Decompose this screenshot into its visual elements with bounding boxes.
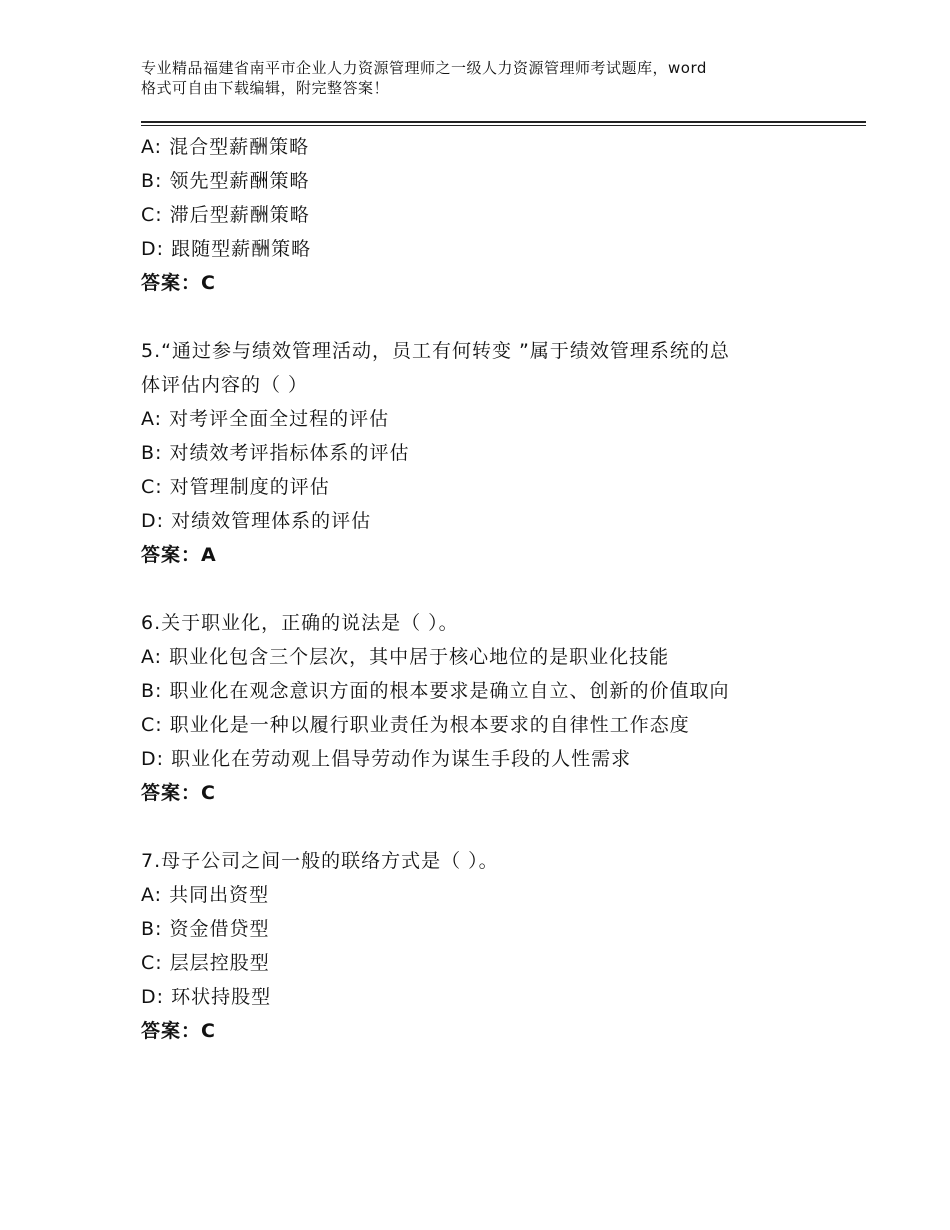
question-5 [141, 334, 841, 572]
header-line-1: 专业精品福建省南平市企业人力资源管理师之一级人力资源管理师考试题库，word [141, 59, 707, 77]
answer-line: 答案：A [141, 544, 217, 566]
question-stem: 7.母子公司之间一般的联络方式是（ ）。 [141, 850, 499, 872]
spacer [141, 810, 841, 844]
option-b: B: 对绩效考评指标体系的评估 [141, 442, 410, 464]
option-c: C: 对管理制度的评估 [141, 476, 330, 498]
answer-line: 答案：C [141, 1020, 216, 1042]
option-b: B: 领先型薪酬策略 [141, 170, 310, 192]
document-header [141, 58, 841, 98]
header-line-2: 格式可自由下载编辑，附完整答案！ [141, 79, 390, 97]
question-stem: 5.“通过参与绩效管理活动，员工有何转变 ”属于绩效管理系统的总 [141, 340, 730, 362]
spacer [141, 300, 841, 334]
option-a: A: 共同出资型 [141, 884, 270, 906]
option-d: D: 对绩效管理体系的评估 [141, 510, 372, 532]
header-rule-thin [141, 125, 866, 126]
answer-line: 答案：C [141, 272, 216, 294]
option-d: D: 跟随型薪酬策略 [141, 238, 312, 260]
question-6 [141, 606, 841, 810]
question-4 [141, 130, 841, 300]
option-a: A: 对考评全面全过程的评估 [141, 408, 390, 430]
question-7 [141, 844, 841, 1048]
question-stem-continued: 体评估内容的（ ） [141, 374, 309, 396]
option-d: D: 职业化在劳动观上倡导劳动作为谋生手段的人性需求 [141, 748, 632, 770]
question-list [141, 130, 841, 1048]
option-c: C: 层层控股型 [141, 952, 270, 974]
option-c: C: 滞后型薪酬策略 [141, 204, 310, 226]
option-a: A: 职业化包含三个层次，其中居于核心地位的是职业化技能 [141, 646, 670, 668]
header-rule-thick [141, 121, 866, 123]
option-d: D: 环状持股型 [141, 986, 272, 1008]
option-a: A: 混合型薪酬策略 [141, 136, 310, 158]
option-b: B: 职业化在观念意识方面的根本要求是确立自立、创新的价值取向 [141, 680, 730, 702]
option-c: C: 职业化是一种以履行职业责任为根本要求的自律性工作态度 [141, 714, 690, 736]
spacer [141, 572, 841, 606]
question-stem: 6.关于职业化，正确的说法是（ ）。 [141, 612, 459, 634]
option-b: B: 资金借贷型 [141, 918, 270, 940]
answer-line: 答案：C [141, 782, 216, 804]
